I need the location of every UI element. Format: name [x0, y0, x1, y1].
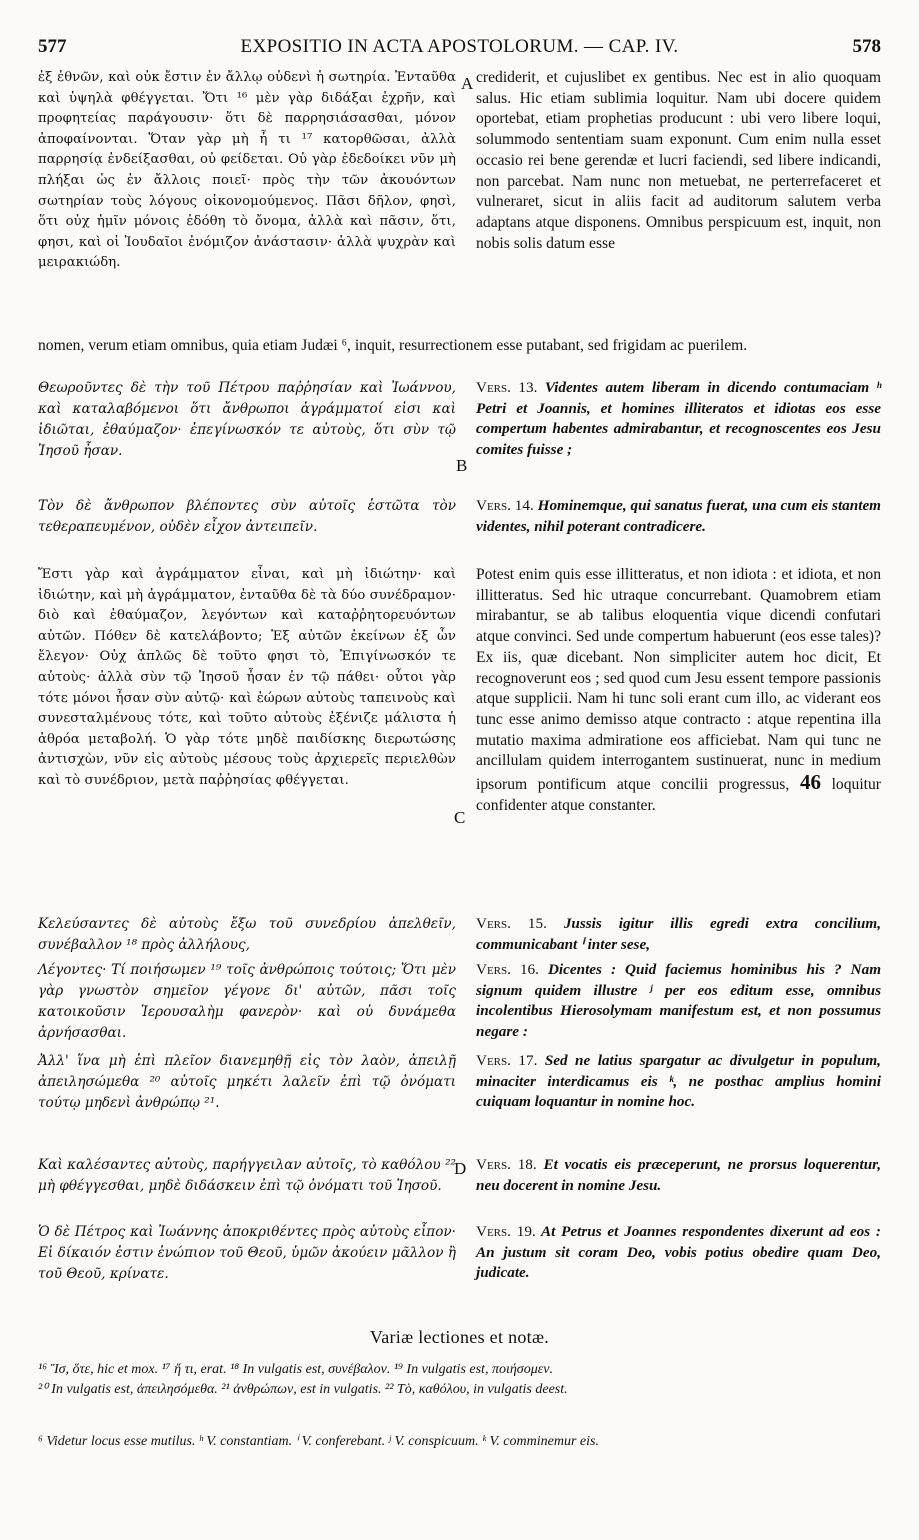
page-header	[38, 36, 881, 60]
latin-verse-15	[476, 914, 881, 955]
page-number-right: 578	[852, 36, 881, 57]
greek-verse-15: Κελεύσαντες δὲ αὐτοὺς ἔξω τοῦ συνεδρίου ἀπελθεῖν, συνέβαλλον ¹⁸ πρὸς ἀλλήλους,	[38, 916, 456, 953]
greek-verse-18: Καὶ καλέσαντες αὐτοὺς, παρήγγειλαν αὐτοῖς, τὸ καθόλου ²² μὴ φθέγγεσθαι, μηδὲ διδάσκειν ἐπὶ τῷ ὀνόματι τοῦ Ἰησοῦ.	[38, 1157, 456, 1194]
greek-verse-19: Ὁ δὲ Πέτρος καὶ Ἰωάννης ἀποκριθέντες πρὸς αὐτοὺς εἶπον· Εἰ δίκαιόν ἐστιν ἐνώπιον τοῦ Θεοῦ, ὑμῶν ἀκούειν μᾶλλον ἢ τοῦ Θεοῦ, κρίνατε.	[38, 1224, 456, 1282]
verse-label-14: Vers. 14.	[476, 497, 534, 514]
column-number: 46	[799, 770, 821, 795]
verse-label-17: Vers. 17.	[476, 1052, 538, 1069]
greek-verse-17: Ἀλλ' ἵνα μὴ ἐπὶ πλεῖον διανεμηθῇ εἰς τὸν λαὸν, ἀπειλῇ ἀπειλησώμεθα ²⁰ αὐτοῖς μηκέτι λαλεῖν ἐπὶ τῷ ὀνόματι τούτῳ μηδενὶ ἀνθρώπῳ ²¹.	[38, 1053, 456, 1111]
latin-verse-17	[476, 1051, 881, 1113]
verse-text-18: Et vocatis eis præceperunt, ne prorsus loquerentur, neu docerent in nomine Jesu.	[476, 1156, 882, 1194]
verse-label-18: Vers. 18.	[476, 1156, 537, 1173]
latin-full-width-line: nomen, verum etiam omnibus, quia etiam Judæi ⁶, inquit, resurrectionem esse putabant, sed frigidam ac puerilem.	[38, 337, 748, 354]
notes-title: Variæ lectiones et notæ.	[369, 1327, 550, 1347]
notes-line-1-text: ¹⁶ Ἴσ, ὅτε, hic et mox. ¹⁷ ἤ τι, erat. ¹⁸ In vulgatis est, συνέβαλον. ¹⁹ In vulgatis est, ποιήσομεν.	[38, 1362, 553, 1377]
greek-verse-13: Θεωροῦντες δὲ τὴν τοῦ Πέτρου παῤῥησίαν καὶ Ἰωάννου, καὶ καταλαβόμενοι ὅτι ἄνθρωποι ἀγράμματοί εἰσι καὶ ἰδιῶται, ἐθαύμαζον· ἐπεγίνωσκόν τε αὐτοὺς, ὅτι σὺν τῷ Ἰησοῦ ἦσαν.	[38, 380, 456, 459]
greek-verse-16: Λέγοντες· Τί ποιήσωμεν ¹⁹ τοῖς ἀνθρώποις τούτοις; Ὅτι μὲν γὰρ γνωστὸν σημεῖον γέγονε δι' αὐτῶν, πᾶσι τοῖς κατοικοῦσιν Ἱερουσαλὴμ φανερὸν· καὶ οὐ δυνάμεθα ἀρνήσασθαι.	[38, 962, 456, 1041]
verse-label-19: Vers. 19.	[476, 1223, 536, 1240]
margin-letter-a: A	[461, 74, 474, 93]
verse-label-15: Vers. 15.	[476, 915, 547, 932]
latin-commentary-1: crediderit, et cujuslibet ex gentibus. Nec est in alio quoquam salus. Hic etiam sublimia loquitur. Nam ubi docere quidem oportebat, etiam prophetias producunt : ubi vero libere loqui, solummodo sententiam suam exponunt. Cum enim nulla esset occasio rei bene gerendæ et lucri faciendi, sed libere indicandi, non parcebat. Nam nunc non metuebat, ne perterrefaceret et vulneraret, sicut in aliis facit ad auditorum salutem verba adaptans atque disponens. Omnibus perspicuum est, inquit, non nobis solis datum esse	[476, 69, 881, 252]
notes-line-2	[38, 1380, 881, 1399]
verse-text-13: Videntes autem liberam in dicendo contumaciam ʰ Petri et Joannis, et homines illiteratos et idiotas eos esse compertum habentes admirabantur, et recognoscentes eos Jesu comites fuisse ;	[476, 379, 881, 459]
greek-verse-14: Τὸν δὲ ἄνθρωπον βλέποντες σὺν αὐτοῖς ἑστῶτα τὸν τεθεραπευμένον, οὐδὲν εἶχον ἀντειπεῖν.	[38, 498, 456, 535]
verse-text-16: Dicentes : Quid faciemus hominibus his ? Nam signum quidem illustre ʲ per eos editum esse, omnibus incolentibus Hierosolymam manifestum est, et non possumus negare :	[476, 961, 882, 1041]
verse-label-16: Vers. 16.	[476, 961, 539, 978]
verse-text-17: Sed ne latius spargatur ac divulgetur in populum, minaciter interdicamus eis ᵏ, ne posthac amplius homini cuiquam loquantur in nomine hoc.	[476, 1052, 881, 1111]
verse-text-14: Hominemque, qui sanatus fuerat, una cum eis stantem videntes, nihil poterant contradicere.	[476, 497, 881, 535]
verse-text-15: Jussis igitur illis egredi extra concilium, communicabant ⁱ inter sese,	[476, 915, 881, 953]
margin-letter-c: C	[454, 808, 466, 827]
latin-commentary-2	[476, 565, 881, 816]
latin-verse-19	[476, 1222, 881, 1284]
latin-verse-16	[476, 960, 881, 1043]
latin-commentary-2-text: Potest enim quis esse illitteratus, et non idiota : et idiota, et non illitteratus. Sed hic utraque concurrebant. Quamobrem etiam mirabantur, se ab talibus eloquentia vique dicendi confutari atque convinci. Sed unde compertum habuerunt (eos esse tales)? Ex iis, quæ dicebant. Non simpliciter autem hoc dicit, Et recognoverunt eos ; sed quod cum Jesu essent tempore passionis atque supplicii. Nam hi tunc soli erant cum illo, ac viderant eos tunc esse animo demisso atque contracto : atque repentina illa mutatio maxima admiratione eos afficiebat. Nam qui tunc ne ancillulam quidem interrogantem sustinuerat, nunc in medium ipsorum pontificum atque concilii progressus,	[476, 566, 881, 794]
margin-letter-d: D	[454, 1159, 467, 1178]
verse-label-13: Vers. 13.	[476, 379, 538, 396]
latin-verse-18	[476, 1155, 881, 1196]
latin-verse-13	[476, 378, 881, 461]
greek-commentary-1: ἐξ ἐθνῶν, καὶ οὐκ ἔστιν ἐν ἄλλῳ οὐδενὶ ἡ σωτηρία. Ἐνταῦθα καὶ ὑψηλὰ φθέγγεται. Ὅτι ¹⁶ μὲν γὰρ διδάξαι ἐχρῆν, καὶ προφητείας παράγουσιν· ὅτι δὲ παρρησιάσασθαι, μόνον ἀποφαίνονται. Ὅταν γὰρ μὴ ἦ τι ¹⁷ κατορθῶσαι, ἀλλὰ παρρησίᾳ ἐνδείξασθαι, οὐ φείδεται. Οὐ γὰρ ἐδεδοίκει νῦν μὴ πλήξαι ὡς ἐν ἄλλοις ποιεῖ· πρὸς τὴν τῶν ἀκουόντων σωτηρίαν τοὺς λόγους οἰκονομούμενος. Πᾶσι δῆλον, φησὶ, ὅτι οὐχ ἡμῖν μόνοις ἐδόθη τὸ ὄνομα, ἀλλὰ καὶ πᾶσιν, ὅτι, φησι, καὶ οἱ Ἰουδαῖοι ἐνόμιζον ἀνάστασιν· ἀλλὰ ψυχρὰν καὶ μειρακιώδη.	[38, 70, 456, 271]
margin-letter-b: B	[456, 456, 468, 475]
greek-commentary-2: Ἔστι γὰρ καὶ ἀγράμματον εἶναι, καὶ μὴ ἰδιώτην· καὶ ἰδιώτην, καὶ μὴ ἀγράμματον, ἐνταῦθα δὲ τὰ δύο συνέδραμον· διὸ καὶ ἐθαύμαζον, λεγόντων καὶ καταῤῥητορευόντων αὐτῶν. Πόθεν δὲ κατελάβοντο; Ἐξ αὐτῶν ἐκείνων ἐξ ὧν ἔλεγον· Οὐχ ἁπλῶς δὲ τοῦτο φησι τὸ, Ἐπιγίνωσκόν τε αὐτοὺς· ἀλλὰ σὺν τῷ Ἰησοῦ ἦσαν ἐν τῷ πάθει· οὗτοι γὰρ τότε μόνοι ἦσαν σὺν αὐτῷ· καὶ ἑώρων αὐτοὺς ταπεινοὺς καὶ συνεσταλμένους τότε, καὶ τοῦτο αὐτοὺς ἐξένιζε μάλιστα ἡ ἀθρόα μεταβολή. Ὁ γὰρ τότε μηδὲ παιδίσκης διερωτώσης ἀντισχὼν, νῦν εἰς αὐτοὺς μέσους τοὺς ἀρχιερεῖς περιελθὼν καὶ τὸ συνέδριον, μετὰ παῤῥησίας φθέγγεται.	[38, 567, 456, 788]
verse-text-19: At Petrus et Joannes respondentes dixerunt ad eos : An justum sit coram Deo, vobis potius obedire quam Deo, judicate.	[476, 1223, 881, 1282]
notes-line-3	[38, 1432, 881, 1451]
notes-line-1	[38, 1360, 881, 1379]
latin-commentary-2-end: loquitur confidenter atque constanter.	[476, 776, 881, 814]
latin-verse-14	[476, 496, 881, 537]
page-number-left: 577	[38, 36, 67, 57]
notes-line-2-text: ²⁰ In vulgatis est, ἀπειλησόμεθα. ²¹ ἀνθρώπων, est in vulgatis. ²² Τὸ, καθόλου, in vulgatis deest.	[38, 1382, 568, 1397]
notes-line-3-text: ⁶ Videtur locus esse mutilus. ʰ V. constantiam. ⁱ V. conferebant. ʲ V. conspicuum. ᵏ V. comminemur eis.	[38, 1434, 599, 1449]
running-title: EXPOSITIO IN ACTA APOSTOLORUM. — CAP. IV.	[240, 36, 679, 57]
